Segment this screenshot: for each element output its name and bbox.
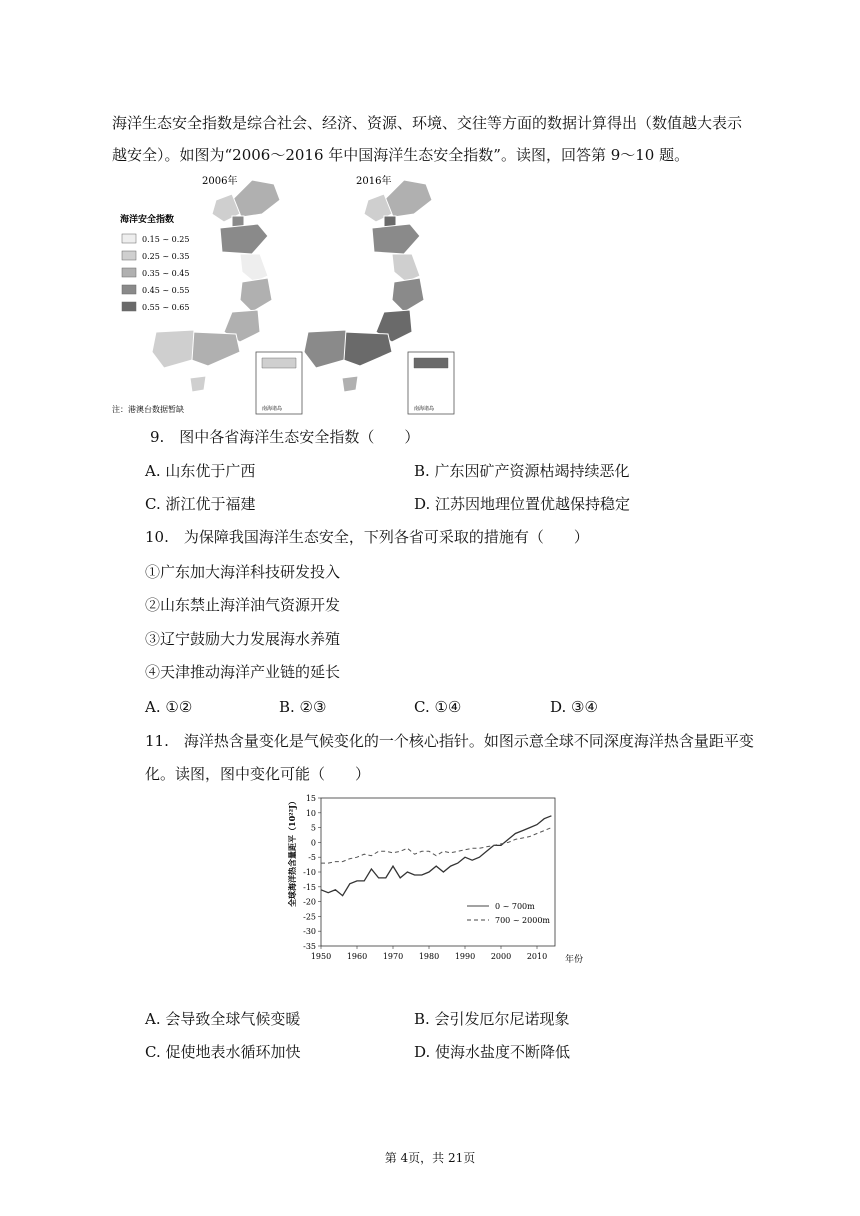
map-note: 注：港澳台数据暂缺 <box>112 405 184 414</box>
heat-content-chart <box>283 790 583 968</box>
map-2016-hainan <box>342 376 358 392</box>
q10-item-4: ④天津推动海洋产业链的延长 <box>145 663 341 681</box>
map-2016-inset-label: 南海诸岛 <box>414 406 435 412</box>
map-2006-guangdong <box>186 332 240 366</box>
map-figure-svg <box>112 172 462 418</box>
q11-stem-line-1: 11. 海洋热含量变化是气候变化的一个核心指针。如图示意全球不同深度海洋热含量距平变 <box>145 732 754 750</box>
legend-label-4: 0.45 ~ 0.55 <box>142 286 190 295</box>
q10-option-a: A. ①② <box>145 698 193 716</box>
legend-label-3: 0.35 ~ 0.45 <box>142 269 190 278</box>
legend-label-2: 700 ~ 2000m <box>495 916 551 925</box>
q11-option-d: D. 使海水盐度不断降低 <box>414 1043 571 1061</box>
map-2016-zhejiang <box>392 278 424 312</box>
chart-legend <box>467 902 550 925</box>
q11-stem-line-2: 化。读图，图中变化可能（ ） <box>145 765 371 783</box>
legend-swatch-5 <box>122 302 136 311</box>
x-tick-label: 1950 <box>310 952 332 961</box>
q9-option-a: A. 山东优于广西 <box>145 462 256 480</box>
q9-option-b: B. 广东因矿产资源枯竭持续恶化 <box>414 462 630 480</box>
x-tick-label: 1960 <box>346 952 368 961</box>
legend-label-5: 0.55 ~ 0.65 <box>142 303 190 312</box>
intro-line-2: 越安全）。如图为“2006～2016 年中国海洋生态安全指数”。读图，回答第 9～10 题。 <box>112 146 690 164</box>
y-tick-label: 10 <box>305 808 316 818</box>
map-2006-hainan <box>190 376 206 392</box>
y-tick-label: -30 <box>303 927 316 937</box>
y-tick-label: -35 <box>303 942 316 951</box>
legend-swatch-3 <box>122 268 136 277</box>
q10-option-c: C. ①④ <box>414 698 462 716</box>
q10-option-b: B. ②③ <box>279 698 327 716</box>
legend-label-1: 0.15 ~ 0.25 <box>142 235 190 244</box>
page-footer: 第 4页，共 21页 <box>384 1151 476 1165</box>
legend-label-1: 0 ~ 700m <box>495 902 535 911</box>
heat-content-chart-svg <box>283 790 583 968</box>
y-tick-label: -15 <box>303 882 316 892</box>
q11-option-a: A. 会导致全球气候变暖 <box>145 1010 301 1028</box>
map-2016-jiangsu <box>392 254 420 282</box>
map-2006-jiangsu <box>240 254 268 282</box>
y-tick-label: 5 <box>310 823 316 833</box>
x-tick-label: 1980 <box>418 952 440 961</box>
y-tick-label: -5 <box>308 853 316 863</box>
q9-option-d: D. 江苏因地理位置优越保持稳定 <box>414 495 631 513</box>
q9-stem: 9. 图中各省海洋生态安全指数（ ） <box>150 428 420 446</box>
legend-items <box>122 234 189 312</box>
chart-series <box>321 816 551 896</box>
chart-axes <box>303 794 555 961</box>
intro-line-1: 海洋生态安全指数是综合社会、经济、资源、环境、交往等方面的数据计算得出（数值越大表示 <box>112 114 743 132</box>
map-year-right: 2016年 <box>356 176 392 187</box>
q11-option-c: C. 促使地表水循环加快 <box>145 1043 301 1061</box>
y-tick-label: -25 <box>303 912 316 922</box>
map-2016-guangxi <box>304 330 346 368</box>
map-2006-zhejiang <box>240 278 272 312</box>
map-2016-inset-coast <box>414 358 448 368</box>
chart-y-axis-label: 全球海洋热含量距平（10²²J） <box>287 797 297 907</box>
q10-stem: 10. 为保障我国海洋生态安全，下列各省可采取的措施有（ ） <box>145 528 589 546</box>
x-tick-label: 2000 <box>490 952 512 961</box>
legend-swatch-2 <box>122 251 136 260</box>
q10-item-1: ①广东加大海洋科技研发投入 <box>145 563 341 581</box>
y-tick-label: -20 <box>303 897 316 907</box>
legend-label-2: 0.25 ~ 0.35 <box>142 252 190 261</box>
legend-swatch-1 <box>122 234 136 243</box>
x-tick-label: 2010 <box>526 952 548 961</box>
legend-title: 海洋安全指数 <box>120 215 175 225</box>
q10-option-d: D. ③④ <box>550 698 598 716</box>
q10-item-2: ②山东禁止海洋油气资源开发 <box>145 596 341 614</box>
map-2016-shandong <box>372 224 420 254</box>
x-tick-label: 1990 <box>454 952 476 961</box>
x-tick-label: 1970 <box>382 952 404 961</box>
map-2006-inset-coast <box>262 358 296 368</box>
q11-option-b: B. 会引发厄尔尼诺现象 <box>414 1010 570 1028</box>
y-tick-label: 0 <box>310 838 316 848</box>
y-tick-label: 15 <box>305 794 316 803</box>
chart-x-axis-label: 年份 <box>565 955 583 965</box>
map-2006 <box>152 180 302 414</box>
legend-swatch-4 <box>122 285 136 294</box>
map-2016-guangdong <box>338 332 392 366</box>
map-year-left: 2006年 <box>202 176 238 187</box>
map-2006-guangxi <box>152 330 194 368</box>
map-2006-inset-label: 南海诸岛 <box>262 406 283 412</box>
q10-item-3: ③辽宁鼓励大力发展海水养殖 <box>145 630 341 648</box>
q9-option-c: C. 浙江优于福建 <box>145 495 256 513</box>
y-tick-label: -10 <box>303 868 316 877</box>
map-2016 <box>304 180 454 414</box>
map-2006-shandong <box>220 224 268 254</box>
map-figure <box>112 172 462 418</box>
